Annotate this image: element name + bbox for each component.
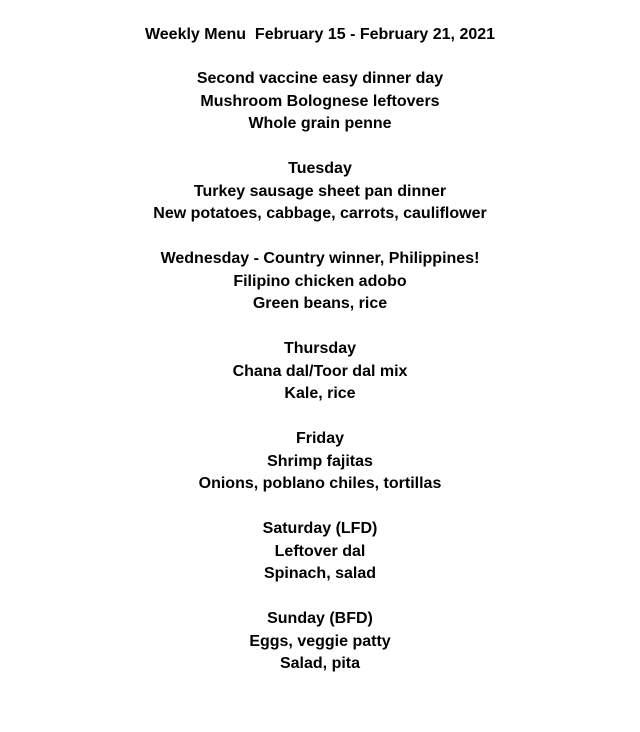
main-dish: Leftover dal	[274, 542, 366, 560]
side-dishes: Kale, rice	[284, 385, 356, 402]
main-dish: Turkey sausage sheet pan dinner	[193, 182, 447, 200]
main-dish: Eggs, veggie patty	[249, 632, 391, 650]
side-dishes: Spinach, salad	[263, 565, 377, 582]
side-dishes: New potatoes, cabbage, carrots, cauliflower	[153, 205, 487, 222]
day-heading: Sunday (BFD)	[267, 610, 373, 627]
day-heading: Thursday	[283, 340, 356, 357]
day-heading: Friday	[295, 430, 344, 447]
main-dish: Shrimp fajitas	[267, 452, 373, 470]
day-block-sunday	[0, 608, 640, 676]
day-block-wednesday	[0, 248, 640, 316]
day-heading: Saturday (LFD)	[262, 520, 378, 537]
main-dish: Mushroom Bolognese leftovers	[200, 92, 440, 110]
day-heading: Tuesday	[288, 160, 352, 177]
main-dish: Filipino chicken adobo	[233, 272, 407, 290]
main-dish: Chana dal/Toor dal mix	[232, 362, 408, 380]
side-dishes: Salad, pita	[279, 655, 361, 672]
side-dishes: Whole grain penne	[248, 115, 392, 132]
day-block-thursday	[0, 338, 640, 406]
day-heading: Second vaccine easy dinner day	[196, 70, 444, 87]
side-dishes: Onions, poblano chiles, tortillas	[198, 475, 442, 492]
day-heading: Wednesday - Country winner, Philippines!	[160, 250, 480, 267]
day-block-friday	[0, 428, 640, 496]
day-block-monday	[0, 68, 640, 136]
day-block-tuesday	[0, 158, 640, 226]
menu-title: Weekly Menu February 15 - February 21, 2021	[144, 26, 496, 43]
side-dishes: Green beans, rice	[252, 295, 388, 312]
day-block-saturday	[0, 518, 640, 586]
